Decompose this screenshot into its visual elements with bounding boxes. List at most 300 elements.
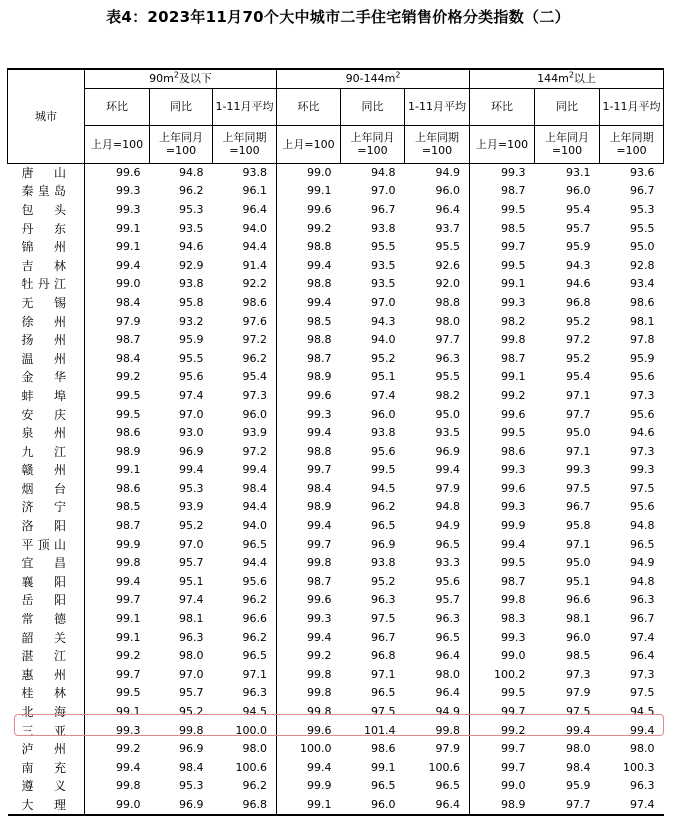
index-value: 99.1: [116, 240, 141, 254]
index-value: 99.7: [501, 240, 526, 254]
index-value: 99.8: [405, 721, 470, 740]
index-value: 94.8: [179, 165, 204, 179]
base-same-period: 上年同期=100: [213, 125, 277, 163]
table-row: [8, 424, 664, 443]
index-value: 96.0: [341, 796, 405, 816]
index-value: 99.3: [566, 463, 591, 477]
index-value: 99.6: [501, 481, 526, 495]
index-value: 94.8: [371, 165, 396, 179]
index-value: 100.6: [405, 759, 470, 778]
city-name: 安庆: [8, 405, 85, 424]
index-value: 97.5: [566, 481, 591, 495]
index-value: 95.3: [179, 779, 204, 793]
index-value: 99.4: [213, 461, 277, 480]
index-value: 96.4: [630, 649, 655, 663]
index-value: 93.4: [630, 277, 655, 291]
index-value: 97.4: [600, 796, 664, 816]
index-value: 98.4: [566, 760, 591, 774]
city-name: 丹东: [8, 219, 85, 238]
index-value: 99.1: [371, 760, 396, 774]
index-value: 97.0: [179, 407, 204, 421]
index-value: 99.8: [501, 333, 526, 347]
index-value: 93.8: [371, 221, 396, 235]
index-value: 98.7: [307, 574, 332, 588]
table-row: [8, 201, 664, 220]
index-value: 97.8: [630, 333, 655, 347]
index-value: 99.5: [501, 686, 526, 700]
index-value: 96.0: [213, 405, 277, 424]
index-value: 95.1: [179, 574, 204, 588]
index-value: 95.4: [566, 202, 591, 216]
index-value: 95.6: [630, 407, 655, 421]
index-value: 99.4: [405, 461, 470, 480]
index-value: 97.0: [179, 667, 204, 681]
index-value: 97.9: [405, 740, 470, 759]
index-value: 100.0: [213, 721, 277, 740]
index-value: 94.9: [405, 163, 470, 182]
index-value: 96.3: [630, 779, 655, 793]
index-value: 94.3: [371, 314, 396, 328]
price-index-table: [7, 68, 664, 816]
index-value: 99.3: [501, 165, 526, 179]
index-value: 95.1: [566, 574, 591, 588]
index-value: 94.4: [213, 498, 277, 517]
table-row: [8, 777, 664, 796]
index-value: 96.0: [566, 184, 591, 198]
index-value: 92.8: [630, 258, 655, 272]
index-value: 99.9: [501, 519, 526, 533]
table-row: [8, 461, 664, 480]
index-value: 98.6: [116, 426, 141, 440]
city-name: 遵义: [8, 777, 85, 796]
index-value: 96.2: [213, 591, 277, 610]
index-value: 99.1: [116, 463, 141, 477]
index-value: 99.4: [307, 519, 332, 533]
index-value: 100.6: [213, 759, 277, 778]
city-name: 平顶山: [8, 535, 85, 554]
index-value: 98.8: [307, 240, 332, 254]
index-value: 98.8: [307, 444, 332, 458]
index-value: 98.1: [179, 612, 204, 626]
index-value: 98.0: [213, 740, 277, 759]
table-row: [8, 275, 664, 294]
index-value: 97.1: [566, 537, 591, 551]
city-name: 泉州: [8, 424, 85, 443]
index-value: 96.3: [371, 593, 396, 607]
index-value: 99.2: [116, 370, 141, 384]
index-value: 96.3: [630, 593, 655, 607]
index-value: 94.9: [630, 556, 655, 570]
city-name: 烟台: [8, 480, 85, 499]
index-value: 96.4: [405, 201, 470, 220]
city-name: 惠州: [8, 666, 85, 685]
index-value: 98.7: [116, 333, 141, 347]
index-value: 99.8: [179, 723, 204, 737]
index-value: 99.2: [307, 221, 332, 235]
col-yoy: 同比: [341, 88, 405, 125]
index-value: 97.4: [179, 388, 204, 402]
index-value: 95.7: [179, 556, 204, 570]
table-row: [8, 759, 664, 778]
city-name: 湛江: [8, 647, 85, 666]
index-value: 98.5: [501, 221, 526, 235]
index-value: 97.9: [566, 686, 591, 700]
index-value: 93.8: [179, 277, 204, 291]
table-row: [8, 294, 664, 313]
index-value: 94.0: [213, 219, 277, 238]
index-value: 94.0: [371, 333, 396, 347]
city-name: 洛阳: [8, 517, 85, 536]
index-value: 94.6: [179, 240, 204, 254]
index-value: 95.9: [630, 351, 655, 365]
index-value: 96.9: [371, 537, 396, 551]
index-value: 96.9: [405, 442, 470, 461]
index-value: 98.4: [116, 351, 141, 365]
index-value: 91.4: [213, 256, 277, 275]
index-value: 97.7: [566, 407, 591, 421]
index-value: 95.8: [179, 295, 204, 309]
index-value: 95.2: [371, 574, 396, 588]
table-row: [8, 610, 664, 629]
base-header-row: [8, 125, 664, 163]
index-value: 94.6: [566, 277, 591, 291]
index-value: 98.2: [501, 314, 526, 328]
index-value: 98.7: [501, 574, 526, 588]
index-value: 96.7: [630, 184, 655, 198]
index-value: 99.8: [307, 667, 332, 681]
index-value: 97.5: [630, 686, 655, 700]
index-value: 94.8: [630, 574, 655, 588]
index-value: 96.7: [371, 630, 396, 644]
index-value: 99.3: [116, 723, 141, 737]
index-value: 99.1: [116, 705, 141, 719]
index-value: 99.6: [501, 407, 526, 421]
index-value: 99.7: [501, 705, 526, 719]
index-value: 93.1: [566, 165, 591, 179]
index-value: 99.0: [116, 277, 141, 291]
table-row: [8, 647, 664, 666]
index-value: 99.3: [116, 202, 141, 216]
index-value: 96.9: [150, 796, 213, 816]
index-value: 96.5: [371, 779, 396, 793]
index-value: 98.5: [566, 649, 591, 663]
city-name: 三亚: [8, 721, 85, 740]
index-value: 96.5: [405, 535, 470, 554]
index-value: 95.4: [213, 368, 277, 387]
index-value: 99.2: [501, 723, 526, 737]
index-value: 96.4: [405, 796, 470, 816]
index-value: 95.4: [566, 370, 591, 384]
index-value: 96.5: [630, 537, 655, 551]
index-value: 97.4: [371, 388, 396, 402]
index-value: 97.7: [535, 796, 600, 816]
index-value: 99.4: [307, 760, 332, 774]
index-value: 99.7: [116, 667, 141, 681]
table-row: [8, 368, 664, 387]
index-value: 99.8: [116, 779, 141, 793]
index-value: 99.8: [307, 686, 332, 700]
index-value: 98.4: [179, 760, 204, 774]
index-value: 96.3: [179, 630, 204, 644]
index-value: 93.5: [371, 277, 396, 291]
index-value: 99.3: [630, 463, 655, 477]
index-value: 98.7: [501, 351, 526, 365]
index-value: 95.6: [371, 444, 396, 458]
index-value: 95.7: [566, 221, 591, 235]
index-value: 93.2: [179, 314, 204, 328]
city-name: 岳阳: [8, 591, 85, 610]
index-value: 94.3: [566, 258, 591, 272]
index-value: 100.3: [623, 760, 655, 774]
index-value: 94.5: [213, 703, 277, 722]
index-value: 99.5: [116, 686, 141, 700]
index-value: 96.2: [213, 349, 277, 368]
index-value: 98.9: [307, 370, 332, 384]
index-value: 94.4: [213, 554, 277, 573]
index-value: 97.3: [630, 444, 655, 458]
index-value: 99.8: [116, 556, 141, 570]
table-row: [8, 740, 664, 759]
index-value: 98.7: [116, 519, 141, 533]
table-body: [8, 163, 664, 815]
index-value: 99.4: [116, 574, 141, 588]
table-title: 表4：2023年11月70个大中城市二手住宅销售价格分类指数（二）: [106, 8, 570, 26]
index-value: 98.0: [566, 742, 591, 756]
index-value: 96.7: [566, 500, 591, 514]
index-value: 99.4: [307, 295, 332, 309]
col-mom: 环比: [470, 88, 535, 125]
city-name: 北海: [8, 703, 85, 722]
index-value: 96.2: [213, 628, 277, 647]
index-value: 95.5: [405, 238, 470, 257]
index-value: 95.6: [213, 573, 277, 592]
index-value: 97.2: [213, 331, 277, 350]
index-value: 97.3: [630, 388, 655, 402]
index-value: 97.3: [213, 387, 277, 406]
index-value: 96.2: [213, 777, 277, 796]
index-value: 95.2: [371, 351, 396, 365]
group-header-small: $90m^2$及以下: [85, 69, 277, 88]
index-value: 96.5: [371, 519, 396, 533]
index-value: 96.0: [405, 182, 470, 201]
city-name: 济宁: [8, 498, 85, 517]
city-name: 赣州: [8, 461, 85, 480]
index-value: 99.0: [307, 165, 332, 179]
city-name: 唐山: [8, 163, 85, 182]
index-value: 98.7: [307, 351, 332, 365]
table-row: [8, 238, 664, 257]
index-value: 99.9: [307, 779, 332, 793]
index-value: 96.3: [213, 684, 277, 703]
city-name: 秦皇岛: [8, 182, 85, 201]
index-value: 96.3: [405, 610, 470, 629]
index-value: 97.4: [179, 593, 204, 607]
index-value: 93.8: [371, 426, 396, 440]
index-value: 99.2: [116, 742, 141, 756]
city-name: 蚌埠: [8, 387, 85, 406]
index-value: 95.2: [179, 519, 204, 533]
index-value: 99.4: [116, 760, 141, 774]
table-row: [8, 219, 664, 238]
index-value: 99.2: [307, 649, 332, 663]
col-avg: 1-11月平均: [405, 88, 470, 125]
index-value: 92.6: [405, 256, 470, 275]
city-name: 锦州: [8, 238, 85, 257]
index-value: 95.7: [405, 591, 470, 610]
table-row: [8, 331, 664, 350]
index-value: 99.1: [116, 221, 141, 235]
index-value: 96.8: [213, 796, 277, 816]
index-value: 98.6: [116, 481, 141, 495]
index-value: 95.2: [179, 705, 204, 719]
index-value: 97.0: [371, 295, 396, 309]
table-row: [8, 591, 664, 610]
col-yoy: 同比: [150, 88, 213, 125]
table-row: [8, 480, 664, 499]
city-name: 宜昌: [8, 554, 85, 573]
index-value: 97.1: [566, 388, 591, 402]
index-value: 98.9: [116, 444, 141, 458]
index-value: 98.9: [470, 796, 535, 816]
index-value: 99.3: [307, 407, 332, 421]
index-value: 94.8: [630, 519, 655, 533]
index-value: 95.7: [179, 686, 204, 700]
table-row: [8, 405, 664, 424]
index-value: 97.1: [371, 667, 396, 681]
city-name: 徐州: [8, 312, 85, 331]
table-row: [8, 573, 664, 592]
index-value: 99.3: [307, 612, 332, 626]
index-value: 95.5: [371, 240, 396, 254]
index-value: 95.2: [566, 351, 591, 365]
index-value: 99.1: [501, 277, 526, 291]
index-value: 99.7: [501, 760, 526, 774]
index-value: 99.8: [501, 593, 526, 607]
index-value: 97.5: [566, 705, 591, 719]
index-value: 98.2: [405, 387, 470, 406]
index-value: 99.5: [371, 463, 396, 477]
index-value: 96.5: [371, 686, 396, 700]
table-row: [8, 796, 664, 816]
index-value: 95.0: [566, 556, 591, 570]
index-value: 96.6: [213, 610, 277, 629]
index-value: 97.5: [371, 705, 396, 719]
index-value: 99.4: [630, 723, 655, 737]
base-same-period: 上年同期=100: [600, 125, 664, 163]
index-value: 97.9: [116, 314, 141, 328]
index-value: 97.3: [630, 667, 655, 681]
table-row: [8, 182, 664, 201]
index-value: 98.5: [307, 314, 332, 328]
index-value: 99.6: [307, 388, 332, 402]
index-value: 99.4: [566, 723, 591, 737]
index-value: 97.5: [371, 612, 396, 626]
city-name: 包头: [8, 201, 85, 220]
index-value: 96.5: [213, 535, 277, 554]
index-value: 95.6: [630, 370, 655, 384]
index-value: 99.6: [307, 593, 332, 607]
index-value: 99.1: [307, 184, 332, 198]
index-value: 99.7: [116, 593, 141, 607]
col-avg: 1-11月平均: [600, 88, 664, 125]
index-value: 98.4: [213, 480, 277, 499]
index-value: 92.9: [179, 258, 204, 272]
index-value: 96.2: [371, 500, 396, 514]
city-name: 泸州: [8, 740, 85, 759]
index-value: 96.8: [566, 295, 591, 309]
index-value: 95.0: [566, 426, 591, 440]
index-value: 98.4: [116, 295, 141, 309]
index-value: 94.5: [371, 481, 396, 495]
index-value: 97.2: [566, 333, 591, 347]
city-name: 金华: [8, 368, 85, 387]
index-value: 99.1: [116, 630, 141, 644]
index-value: 95.9: [566, 240, 591, 254]
index-value: 99.3: [501, 500, 526, 514]
index-value: 98.8: [307, 277, 332, 291]
index-value: 100.2: [494, 667, 526, 681]
index-value: 99.7: [501, 742, 526, 756]
index-value: 96.4: [213, 201, 277, 220]
index-value: 96.4: [405, 647, 470, 666]
base-prev-month: 上月=100: [85, 125, 150, 163]
index-value: 99.0: [85, 796, 150, 816]
index-value: 99.6: [307, 723, 332, 737]
index-value: 93.8: [213, 163, 277, 182]
index-value: 95.3: [179, 481, 204, 495]
index-value: 95.6: [405, 573, 470, 592]
table-row: [8, 666, 664, 685]
index-value: 99.8: [307, 705, 332, 719]
index-value: 95.0: [630, 240, 655, 254]
index-value: 93.5: [405, 424, 470, 443]
index-value: 98.4: [307, 481, 332, 495]
index-value: 99.5: [116, 388, 141, 402]
base-prev-month: 上月=100: [470, 125, 535, 163]
index-value: 99.1: [277, 796, 341, 816]
index-value: 98.3: [501, 612, 526, 626]
index-value: 99.0: [501, 649, 526, 663]
index-value: 96.8: [371, 649, 396, 663]
index-value: 98.9: [307, 500, 332, 514]
index-value: 97.3: [566, 667, 591, 681]
table-row: [8, 349, 664, 368]
index-value: 98.7: [501, 184, 526, 198]
index-value: 99.7: [307, 537, 332, 551]
city-name: 韶关: [8, 628, 85, 647]
index-value: 97.2: [213, 442, 277, 461]
table-row: [8, 498, 664, 517]
index-value: 97.1: [213, 666, 277, 685]
index-value: 96.2: [179, 184, 204, 198]
city-name: 南充: [8, 759, 85, 778]
index-value: 98.8: [405, 294, 470, 313]
index-value: 95.5: [405, 368, 470, 387]
index-value: 99.3: [116, 184, 141, 198]
index-value: 98.5: [116, 500, 141, 514]
index-value: 95.0: [405, 405, 470, 424]
index-value: 95.5: [630, 221, 655, 235]
index-value: 96.0: [566, 630, 591, 644]
index-value: 98.8: [307, 333, 332, 347]
index-value: 95.9: [566, 779, 591, 793]
index-value: 99.5: [501, 258, 526, 272]
index-value: 99.4: [307, 630, 332, 644]
index-value: 94.8: [405, 498, 470, 517]
index-value: 99.5: [116, 407, 141, 421]
index-value: 96.7: [371, 202, 396, 216]
index-value: 96.9: [179, 444, 204, 458]
